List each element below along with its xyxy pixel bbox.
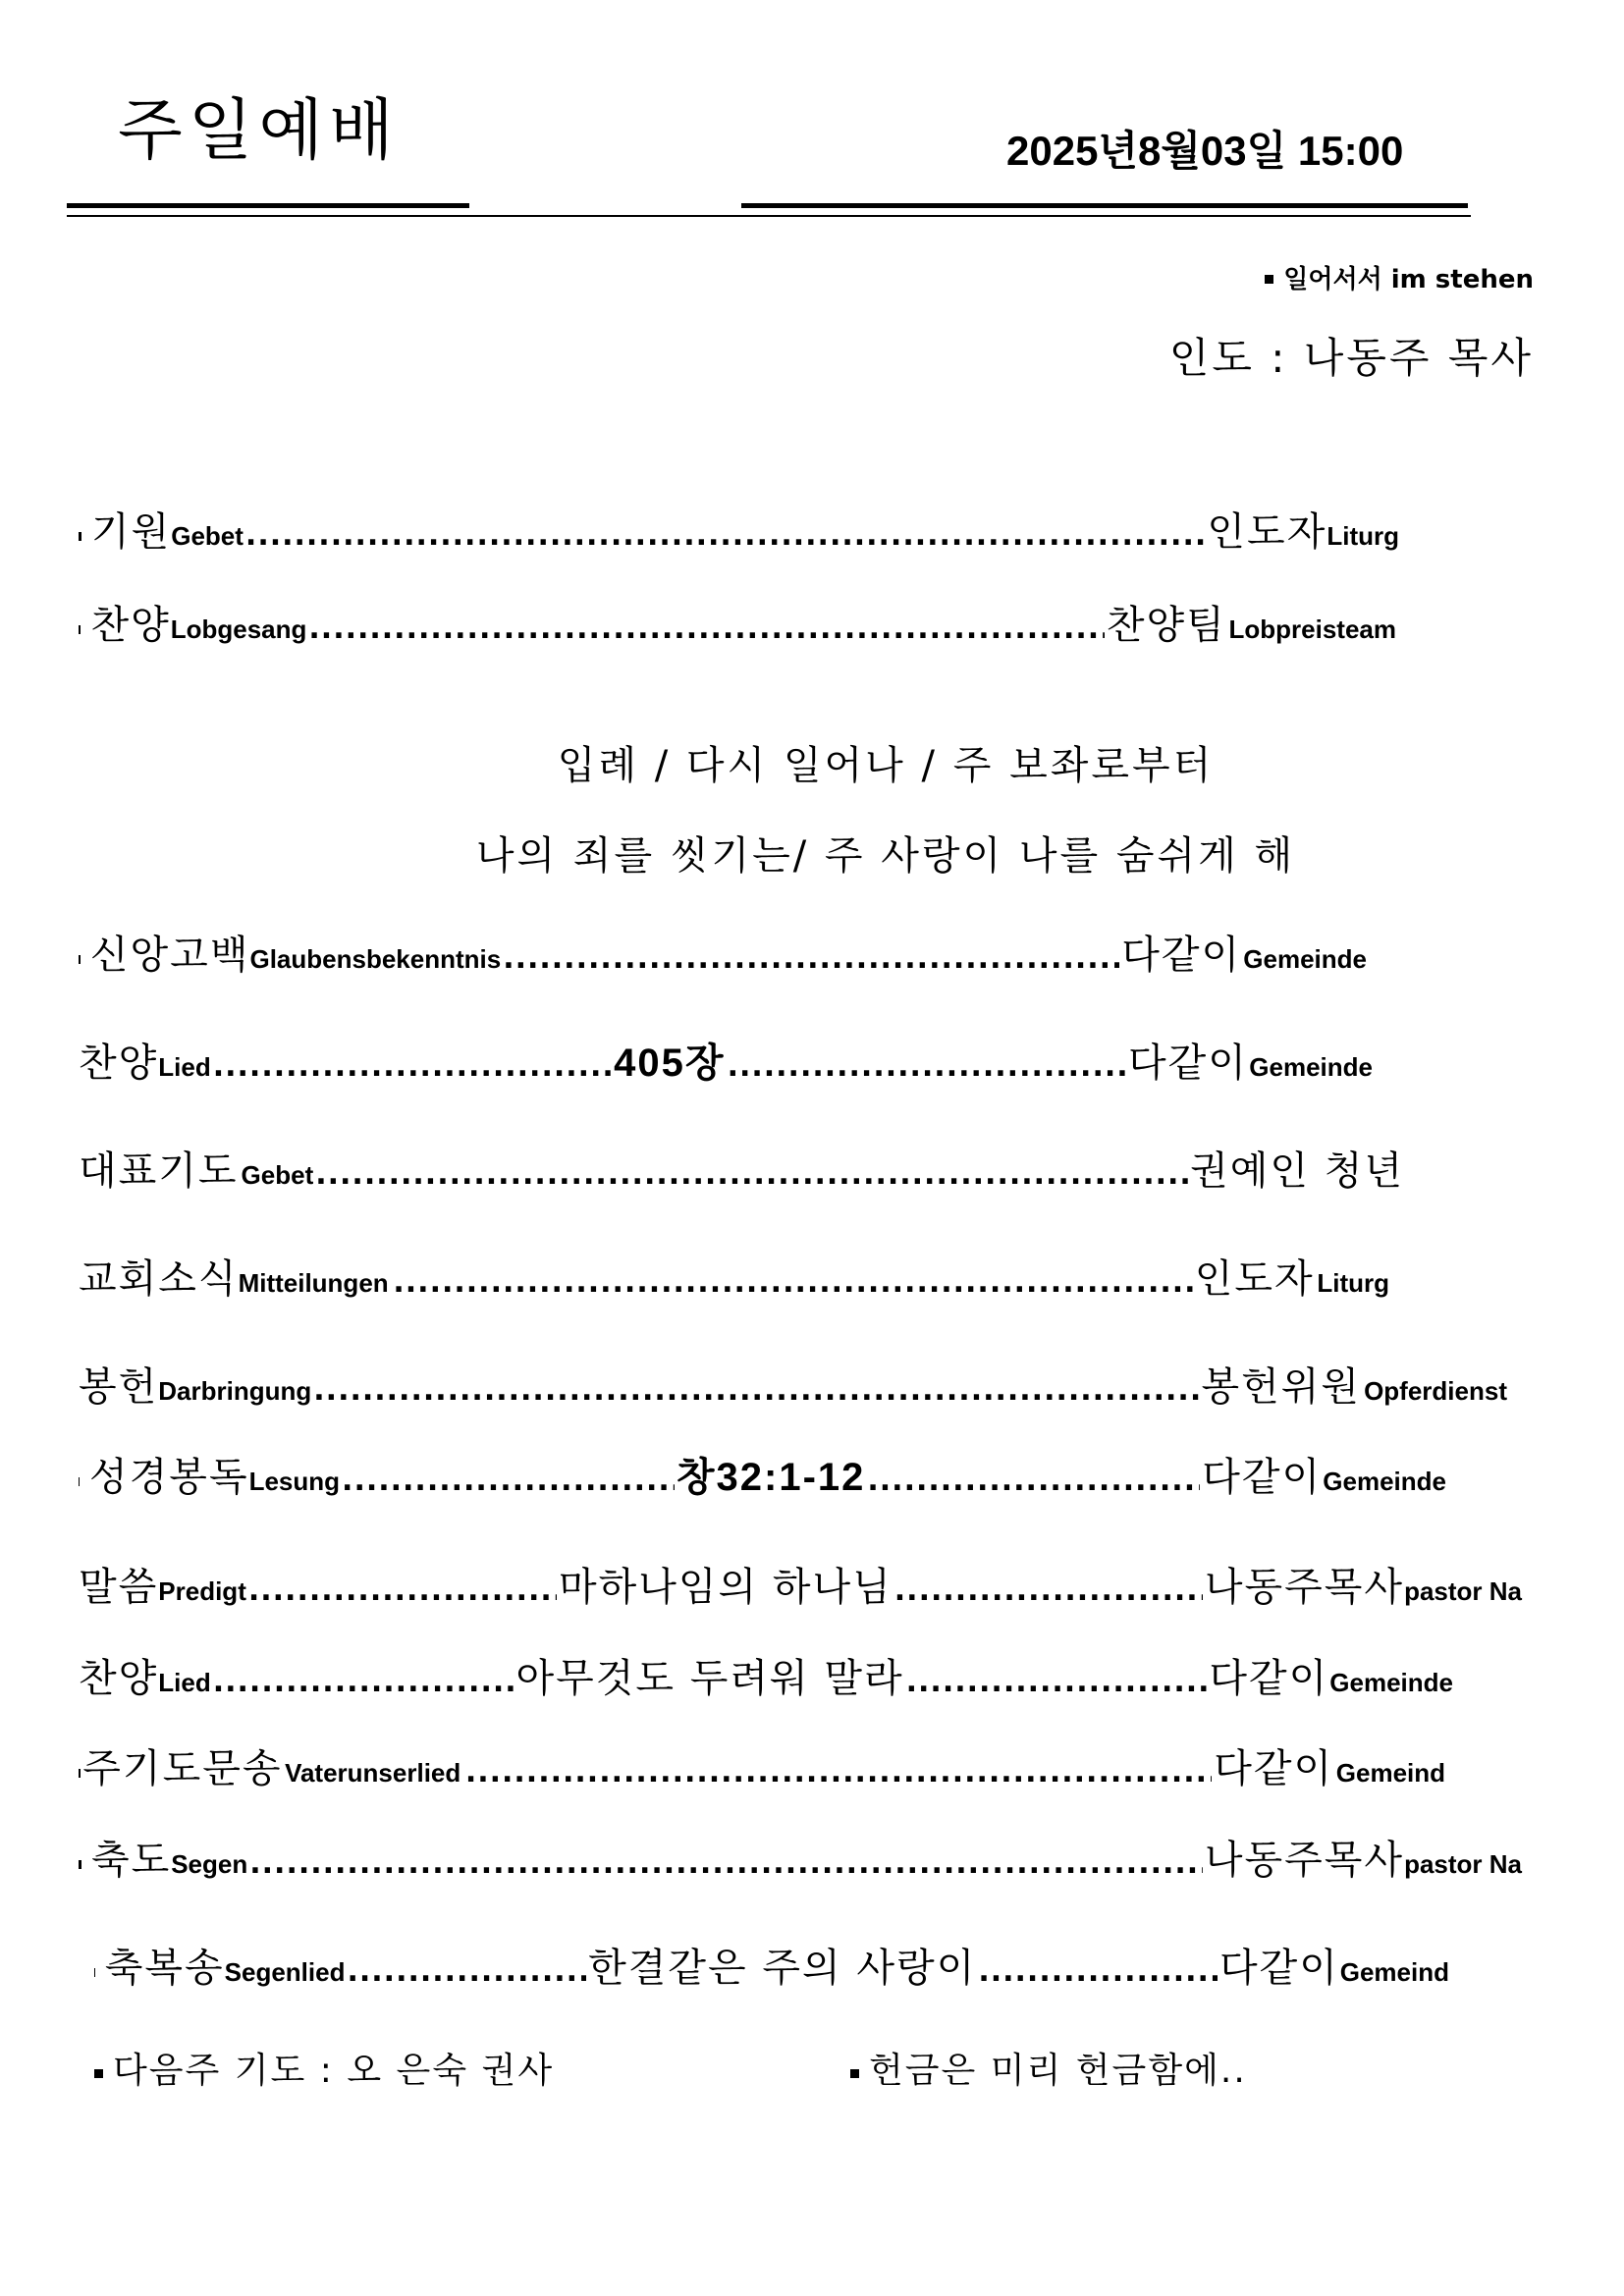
item-title: 성경봉독 <box>89 1455 249 1500</box>
item-person-de: pastor Na <box>1404 1576 1522 1606</box>
item-title-de: Lobgesang <box>170 614 307 644</box>
order-item-benediction <box>79 1838 1522 1883</box>
dot-leader <box>342 1467 675 1496</box>
bullet-icon <box>94 1968 95 1977</box>
item-person-de: Lobpreisteam <box>1228 614 1396 644</box>
item-person: 나동주목사 <box>1204 1565 1405 1610</box>
dot-leader <box>503 944 1119 974</box>
bullet-icon <box>1265 275 1273 284</box>
item-title: 기원 <box>90 509 172 555</box>
dot-leader <box>213 1052 612 1082</box>
order-item-response-hymn <box>79 1656 1454 1701</box>
order-item-scripture <box>79 1455 1446 1500</box>
page-title: 주일예배 <box>118 92 400 170</box>
dot-leader <box>867 1467 1200 1496</box>
order-item-prayer <box>79 1148 1404 1194</box>
order-item-announcements <box>79 1256 1389 1302</box>
next-week-prayer-text: 다음주 기도 : 오 은숙 권사 <box>113 2051 555 2091</box>
dot-leader <box>906 1668 1208 1697</box>
dot-leader <box>894 1576 1203 1606</box>
order-item-offering <box>79 1364 1507 1410</box>
next-week-prayer <box>94 2051 555 2091</box>
bullet-icon <box>79 1769 81 1778</box>
item-title: 신앙고백 <box>89 933 250 978</box>
item-person: 다같이 <box>1202 1455 1323 1500</box>
item-person: 다같이 <box>1128 1041 1248 1086</box>
item-detail: 창32:1-12 <box>676 1456 866 1499</box>
item-person: 찬양팀 <box>1106 603 1226 648</box>
dot-leader <box>213 1668 514 1697</box>
item-title: 말씀 <box>79 1565 159 1610</box>
item-title-de: Mitteilungen <box>238 1268 389 1298</box>
item-title-de: Segen <box>171 1849 248 1879</box>
item-person-de: Gemeind <box>1339 1957 1449 1987</box>
item-person: 다같이 <box>1214 1746 1334 1791</box>
item-person-de: Gemeinde <box>1329 1668 1454 1697</box>
item-title: 대표기도 <box>79 1148 239 1194</box>
item-person: 다같이 <box>1209 1656 1329 1701</box>
item-title-de: Predigt <box>158 1576 246 1606</box>
order-item-hymn <box>79 1041 1373 1086</box>
item-title-de: Segenlied <box>224 1957 346 1987</box>
item-person-de: Liturg <box>1317 1268 1389 1298</box>
offering-note-text: 헌금은 미리 헌금함에.. <box>869 2051 1247 2091</box>
item-title-de: Gebet <box>241 1160 314 1190</box>
dot-leader <box>249 1849 1203 1879</box>
bullet-icon <box>850 2069 859 2078</box>
dot-leader <box>308 614 1104 644</box>
item-title: 봉헌 <box>79 1364 159 1410</box>
dot-leader <box>978 1957 1218 1987</box>
item-detail: 405장 <box>614 1041 726 1085</box>
item-title: 찬양 <box>79 1656 159 1701</box>
item-title: 교회소식 <box>79 1256 239 1302</box>
item-person: 다같이 <box>1121 933 1242 978</box>
item-title-de: Glaubensbekenntnis <box>249 944 502 974</box>
dot-leader <box>245 521 1206 551</box>
order-item-sermon <box>79 1565 1522 1610</box>
item-title: 축도 <box>90 1838 172 1883</box>
bullet-icon <box>79 1860 81 1869</box>
item-title-de: Gebet <box>171 521 244 551</box>
order-item-praise <box>79 603 1396 648</box>
item-detail: 마하나임의 하나님 <box>558 1565 893 1610</box>
dot-leader <box>347 1957 586 1987</box>
item-person-de: Gemeinde <box>1323 1467 1446 1496</box>
bullet-icon <box>79 532 81 541</box>
dot-leader <box>315 1160 1188 1190</box>
item-title-de: Lesung <box>248 1467 341 1496</box>
standing-note <box>1265 267 1534 293</box>
item-person: 다같이 <box>1219 1946 1339 1991</box>
order-item-invocation <box>79 509 1399 555</box>
offering-note <box>850 2051 1247 2091</box>
item-title: 찬양 <box>79 1041 159 1086</box>
item-title-de: Vaterunserlied <box>285 1758 461 1788</box>
order-item-lords-prayer-song <box>79 1746 1446 1791</box>
item-title: 찬양 <box>90 603 171 648</box>
dot-leader <box>465 1758 1212 1788</box>
dot-leader <box>393 1268 1192 1298</box>
item-person: 인도자 <box>1207 509 1327 555</box>
dot-leader <box>313 1376 1199 1406</box>
item-title-de: Lied <box>158 1052 211 1082</box>
item-person-de: Gemeinde <box>1249 1052 1373 1082</box>
standing-note-text: 일어서서 im stehen <box>1283 265 1534 294</box>
item-person-de: Gemeind <box>1335 1758 1446 1788</box>
item-title-de: Lied <box>158 1668 211 1697</box>
item-detail: 한결같은 주의 사랑이 <box>588 1946 977 1991</box>
item-person-de: Gemeinde <box>1243 944 1367 974</box>
entrance-hymn-line-2: 나의 죄를 씻기는/ 주 사랑이 나를 숨쉬게 해 <box>475 833 1296 879</box>
bullet-icon <box>79 955 81 964</box>
bullet-icon <box>79 1477 80 1486</box>
item-person: 나동주목사 <box>1204 1838 1405 1883</box>
service-datetime: 2025년8월03일 15:00 <box>1006 128 1404 174</box>
item-person: 권예인 청년 <box>1190 1148 1404 1194</box>
item-title: 주기도문송 <box>82 1746 283 1791</box>
dot-leader <box>728 1052 1126 1082</box>
item-person: 인도자 <box>1194 1256 1315 1302</box>
item-title-de: Darbringung <box>158 1376 312 1406</box>
item-detail: 아무것도 두려워 말라 <box>515 1656 904 1701</box>
bullet-icon <box>79 625 81 634</box>
header-rule-left <box>67 203 469 208</box>
header-rule-right <box>741 203 1468 208</box>
order-item-blessing-song <box>94 1946 1449 1991</box>
item-title: 축복송 <box>104 1946 225 1991</box>
header-rule-under <box>67 215 1471 217</box>
entrance-hymn-line-1: 입례 / 다시 일어나 / 주 보좌로부터 <box>557 743 1215 788</box>
item-person: 봉헌위원 <box>1201 1364 1362 1410</box>
dot-leader <box>248 1576 557 1606</box>
item-person-de: Liturg <box>1326 521 1399 551</box>
item-person-de: Opferdienst <box>1364 1376 1507 1406</box>
order-item-creed <box>79 933 1367 978</box>
bullet-icon <box>94 2069 103 2078</box>
service-leader: 인도 : 나동주 목사 <box>1168 334 1534 382</box>
item-person-de: pastor Na <box>1404 1849 1522 1879</box>
